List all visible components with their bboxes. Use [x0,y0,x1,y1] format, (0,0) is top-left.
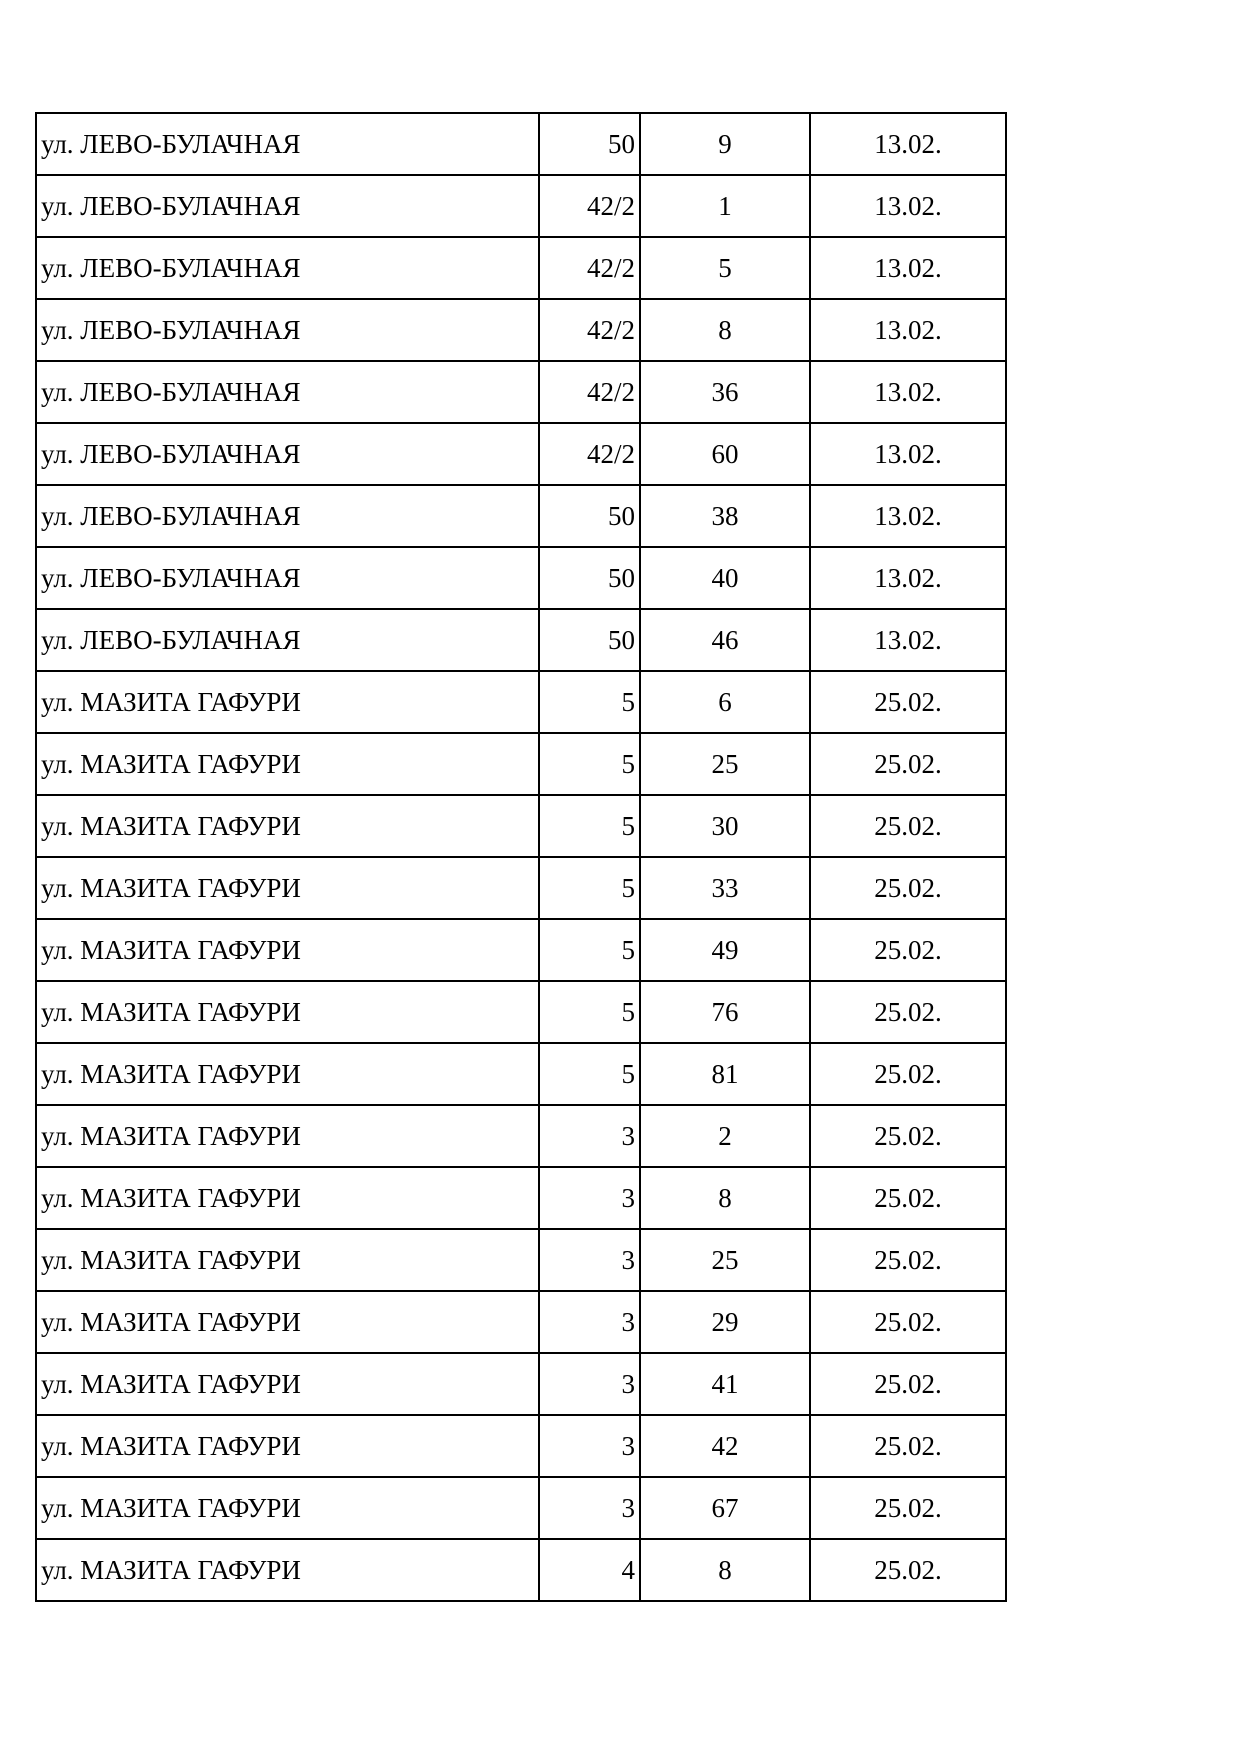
street-cell: ул. ЛЕВО-БУЛАЧНАЯ [36,237,539,299]
table-row [36,113,1006,175]
house-number-cell: 5 [539,795,640,857]
house-number-cell: 42/2 [539,237,640,299]
house-number-cell: 42/2 [539,361,640,423]
table-row [36,423,1006,485]
date-cell: 13.02. [810,299,1006,361]
table-row [36,1043,1006,1105]
house-number-cell: 3 [539,1477,640,1539]
street-cell: ул. МАЗИТА ГАФУРИ [36,1229,539,1291]
date-cell: 25.02. [810,1043,1006,1105]
house-number-cell: 42/2 [539,299,640,361]
street-cell: ул. МАЗИТА ГАФУРИ [36,1353,539,1415]
date-cell: 25.02. [810,1291,1006,1353]
table-row [36,919,1006,981]
date-cell: 25.02. [810,671,1006,733]
house-number-cell: 42/2 [539,175,640,237]
date-cell: 13.02. [810,547,1006,609]
street-cell: ул. МАЗИТА ГАФУРИ [36,795,539,857]
date-cell: 25.02. [810,1539,1006,1601]
street-cell: ул. МАЗИТА ГАФУРИ [36,1539,539,1601]
house-number-cell: 3 [539,1105,640,1167]
house-number-cell: 3 [539,1167,640,1229]
table-row [36,1167,1006,1229]
table-row [36,1539,1006,1601]
house-number-cell: 50 [539,547,640,609]
street-cell: ул. МАЗИТА ГАФУРИ [36,1415,539,1477]
apartment-number-cell: 49 [640,919,810,981]
street-cell: ул. МАЗИТА ГАФУРИ [36,919,539,981]
table-row [36,237,1006,299]
street-cell: ул. МАЗИТА ГАФУРИ [36,1167,539,1229]
street-cell: ул. ЛЕВО-БУЛАЧНАЯ [36,299,539,361]
table-row [36,299,1006,361]
date-cell: 13.02. [810,609,1006,671]
apartment-number-cell: 67 [640,1477,810,1539]
table-row [36,1353,1006,1415]
table-row [36,1229,1006,1291]
house-number-cell: 3 [539,1415,640,1477]
table-row [36,981,1006,1043]
apartment-number-cell: 38 [640,485,810,547]
apartment-number-cell: 81 [640,1043,810,1105]
date-cell: 13.02. [810,175,1006,237]
apartment-number-cell: 8 [640,299,810,361]
street-cell: ул. МАЗИТА ГАФУРИ [36,1043,539,1105]
street-cell: ул. ЛЕВО-БУЛАЧНАЯ [36,609,539,671]
street-cell: ул. МАЗИТА ГАФУРИ [36,981,539,1043]
date-cell: 25.02. [810,919,1006,981]
table-row [36,857,1006,919]
street-cell: ул. МАЗИТА ГАФУРИ [36,857,539,919]
date-cell: 25.02. [810,981,1006,1043]
house-number-cell: 50 [539,609,640,671]
street-cell: ул. МАЗИТА ГАФУРИ [36,733,539,795]
apartment-number-cell: 42 [640,1415,810,1477]
table-row [36,733,1006,795]
street-cell: ул. ЛЕВО-БУЛАЧНАЯ [36,547,539,609]
table-row [36,1105,1006,1167]
street-cell: ул. МАЗИТА ГАФУРИ [36,1291,539,1353]
date-cell: 25.02. [810,1415,1006,1477]
house-number-cell: 5 [539,981,640,1043]
table-row [36,671,1006,733]
house-number-cell: 5 [539,671,640,733]
apartment-number-cell: 2 [640,1105,810,1167]
table-row [36,1415,1006,1477]
apartment-number-cell: 46 [640,609,810,671]
table-row [36,609,1006,671]
house-number-cell: 3 [539,1353,640,1415]
date-cell: 25.02. [810,733,1006,795]
apartment-number-cell: 1 [640,175,810,237]
apartment-number-cell: 36 [640,361,810,423]
table-row [36,175,1006,237]
date-cell: 25.02. [810,857,1006,919]
house-number-cell: 50 [539,113,640,175]
house-number-cell: 4 [539,1539,640,1601]
table-row [36,361,1006,423]
table-row [36,1477,1006,1539]
address-table-body [36,113,1006,1601]
apartment-number-cell: 9 [640,113,810,175]
address-table [35,112,1007,1602]
apartment-number-cell: 33 [640,857,810,919]
street-cell: ул. МАЗИТА ГАФУРИ [36,1477,539,1539]
date-cell: 13.02. [810,423,1006,485]
date-cell: 25.02. [810,1353,1006,1415]
date-cell: 25.02. [810,1105,1006,1167]
house-number-cell: 5 [539,857,640,919]
apartment-number-cell: 8 [640,1539,810,1601]
house-number-cell: 5 [539,919,640,981]
apartment-number-cell: 30 [640,795,810,857]
house-number-cell: 42/2 [539,423,640,485]
date-cell: 25.02. [810,1167,1006,1229]
apartment-number-cell: 25 [640,733,810,795]
table-row [36,1291,1006,1353]
house-number-cell: 5 [539,733,640,795]
apartment-number-cell: 40 [640,547,810,609]
apartment-number-cell: 41 [640,1353,810,1415]
date-cell: 25.02. [810,1229,1006,1291]
apartment-number-cell: 60 [640,423,810,485]
street-cell: ул. МАЗИТА ГАФУРИ [36,671,539,733]
date-cell: 13.02. [810,361,1006,423]
apartment-number-cell: 6 [640,671,810,733]
apartment-number-cell: 29 [640,1291,810,1353]
table-row [36,547,1006,609]
street-cell: ул. ЛЕВО-БУЛАЧНАЯ [36,485,539,547]
street-cell: ул. ЛЕВО-БУЛАЧНАЯ [36,423,539,485]
date-cell: 25.02. [810,795,1006,857]
date-cell: 13.02. [810,113,1006,175]
house-number-cell: 50 [539,485,640,547]
street-cell: ул. ЛЕВО-БУЛАЧНАЯ [36,113,539,175]
apartment-number-cell: 5 [640,237,810,299]
apartment-number-cell: 8 [640,1167,810,1229]
date-cell: 25.02. [810,1477,1006,1539]
apartment-number-cell: 25 [640,1229,810,1291]
house-number-cell: 3 [539,1229,640,1291]
table-row [36,795,1006,857]
house-number-cell: 3 [539,1291,640,1353]
table-row [36,485,1006,547]
apartment-number-cell: 76 [640,981,810,1043]
date-cell: 13.02. [810,237,1006,299]
street-cell: ул. ЛЕВО-БУЛАЧНАЯ [36,361,539,423]
street-cell: ул. ЛЕВО-БУЛАЧНАЯ [36,175,539,237]
date-cell: 13.02. [810,485,1006,547]
street-cell: ул. МАЗИТА ГАФУРИ [36,1105,539,1167]
house-number-cell: 5 [539,1043,640,1105]
